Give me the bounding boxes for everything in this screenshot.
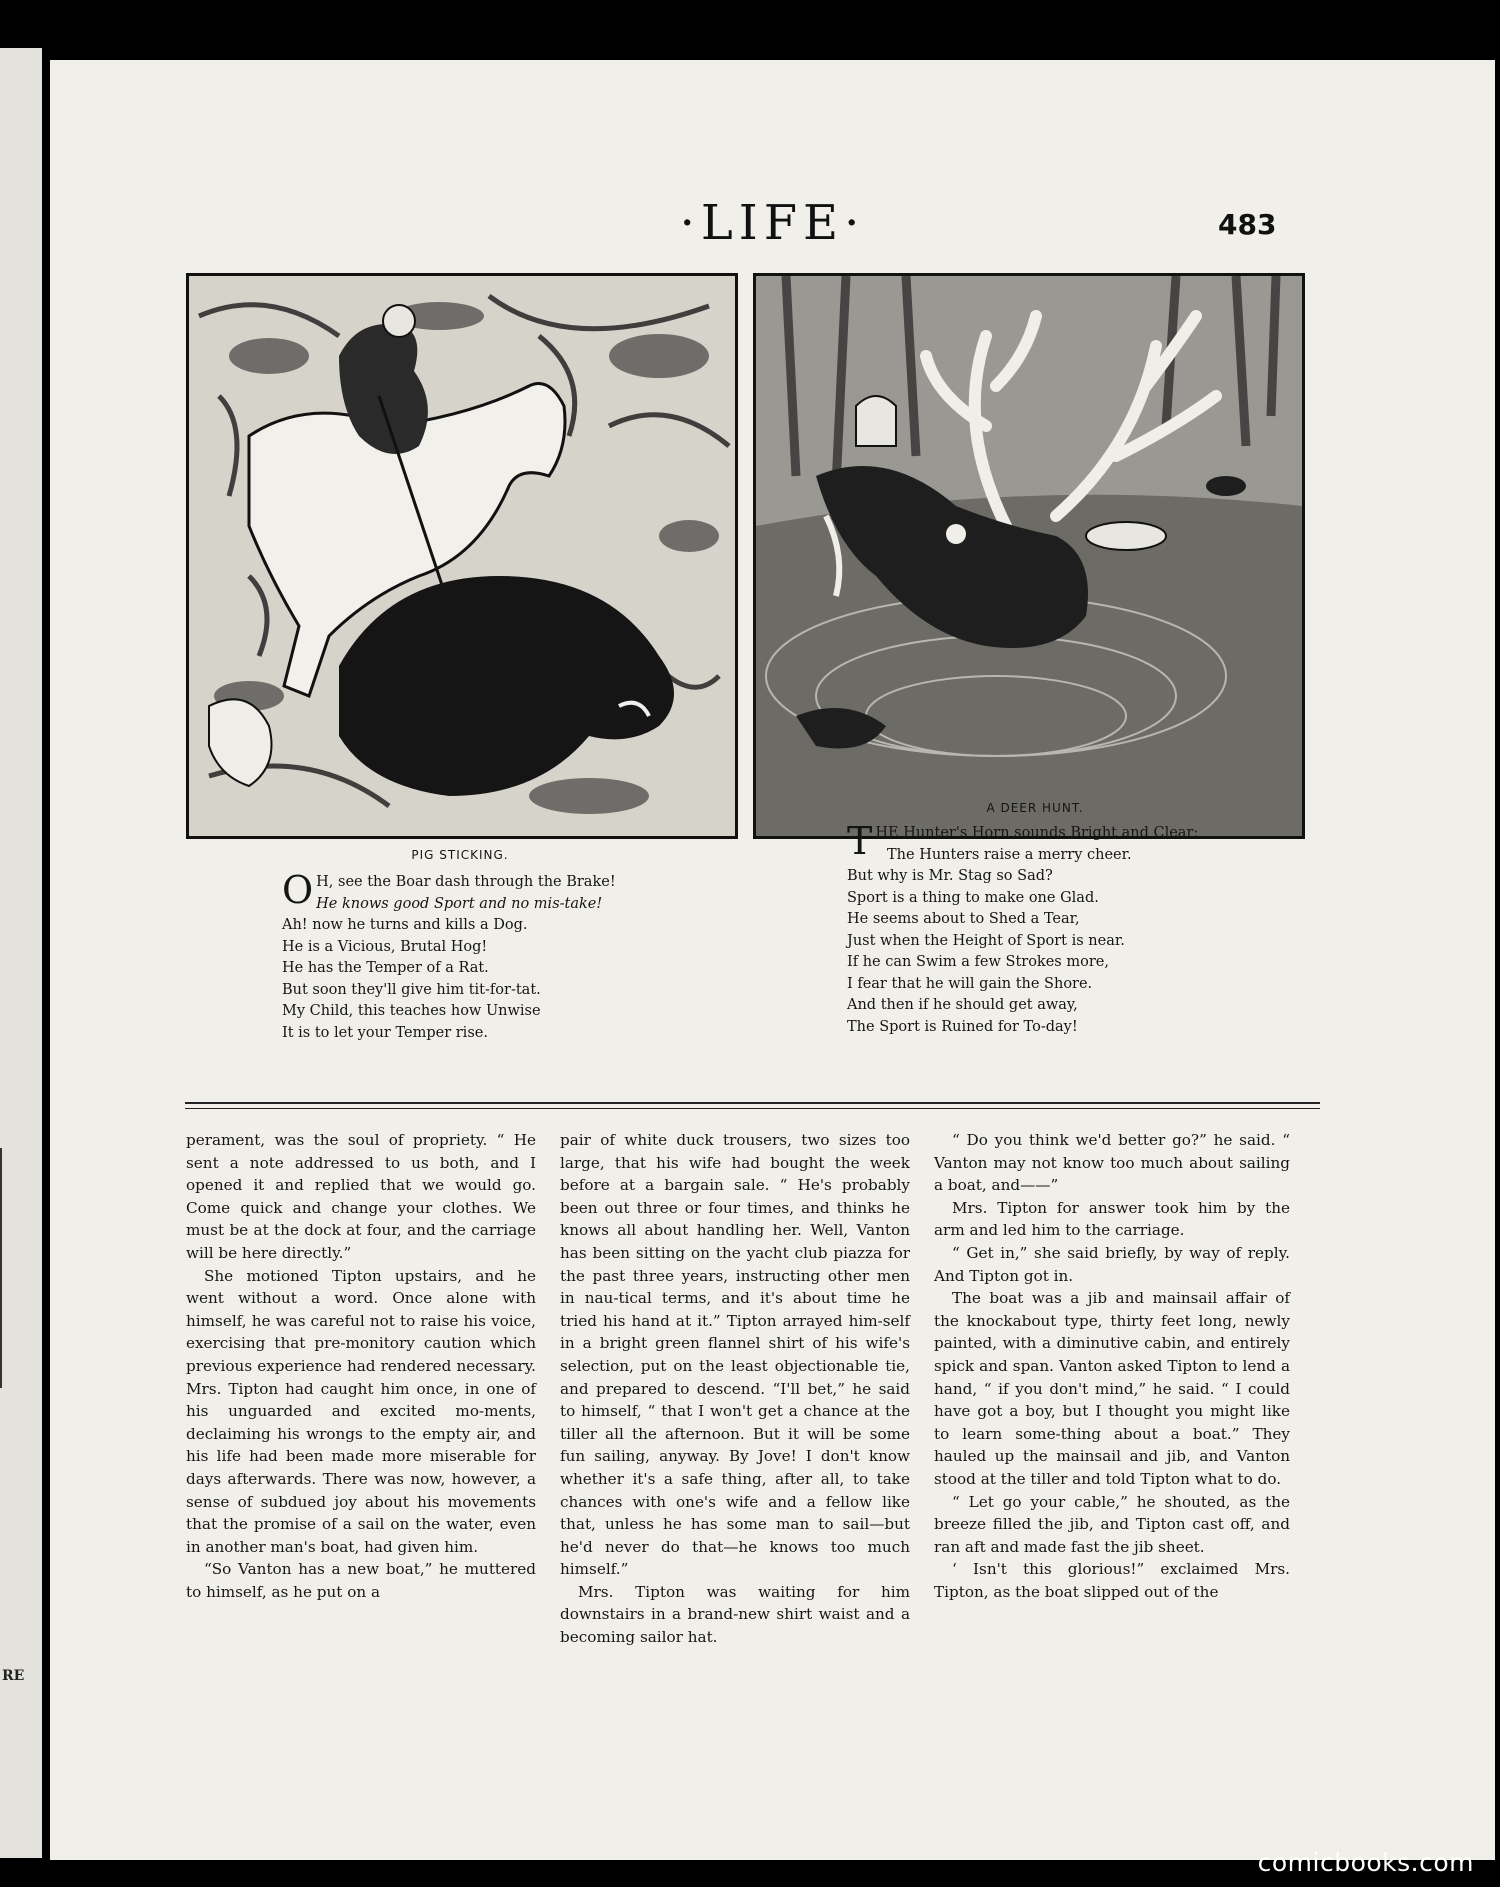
deer-hunt-drawing xyxy=(756,276,1302,836)
poem-line: H, see the Boar dash through the Brake! xyxy=(316,874,616,890)
paragraph: The boat was a jib and mainsail affair of the knockabout type, thirty feet long, newly painted, with a diminutive cabin, and entirely spick and span. Vanton asked Tipton to lend a hand, “ if you don't mind,” he said. “ I could have got a boy, but I thought you might like to learn some-thing about a boat.” They hauled up the mainsail and jib, and Vanton stood at the tiller and told Tipton what to do. xyxy=(934,1289,1290,1488)
poem-line: But why is Mr. Stag so Sad? xyxy=(847,868,1053,884)
text-column-1 xyxy=(186,1129,536,1603)
paragraph: “ Get in,” she said briefly, by way of reply. And Tipton got in. xyxy=(934,1243,1290,1285)
section-rule-bottom xyxy=(185,1108,1320,1109)
poem-line: It is to let your Temper rise. xyxy=(282,1024,488,1041)
paragraph: “So Vanton has a new boat,” he muttered to himself, as he put on a xyxy=(186,1560,536,1601)
magazine-page xyxy=(50,60,1495,1860)
paragraph: “ Let go your cable,” he shouted, as the breeze filled the jib, and Tipton cast off, and ran aft and made fast the jib sheet. xyxy=(934,1492,1290,1556)
pig-sticking-caption-title: PIG STICKING. xyxy=(411,848,509,862)
deer-hunt-poem xyxy=(847,819,1199,1038)
poem-line: If he can Swim a few Strokes more, xyxy=(847,954,1109,970)
poem-line: HE Hunter's Horn sounds Bright and Clear; xyxy=(875,825,1199,841)
poem-line: The Sport is Ruined for To-day! xyxy=(847,1018,1078,1035)
paragraph: She motioned Tipton upstairs, and he went without a word. Once alone with himself, he was careful not to raise his voice, exercising that pre-monitory caution which previous experience had rendered necessary. Mrs. Tipton had caught him once, in one of his unguarded and excited mo-ments, declaiming his wrongs to the empty air, and his life had been made more miserable for days afterwards. There was now, however, a sense of subdued joy about his movements that the promise of a sail on the water, even in another man's boat, had given him. xyxy=(186,1266,536,1556)
poem-line: Sport is a thing to make one Glad. xyxy=(847,889,1099,906)
left-page-sketch xyxy=(0,1148,32,1388)
poem-line: Ah! now he turns and kills a Dog. xyxy=(282,917,528,933)
pig-sticking-poem xyxy=(282,868,616,1044)
page-number: 483 xyxy=(1218,208,1277,241)
paragraph: ‘ Isn't this glorious!” exclaimed Mrs. Tipton, as the boat slipped out of the xyxy=(934,1560,1290,1601)
poem-line: My Child, this teaches how Unwise xyxy=(282,1003,541,1019)
deer-hunt-dropcap: T xyxy=(847,819,873,863)
paragraph: “ Do you think we'd better go?” he said. “ Vanton may not know too much about sailing a boat, and——” xyxy=(934,1131,1290,1195)
deer-hunt-illustration xyxy=(753,273,1305,839)
paragraph: pair of white duck trousers, two sizes too large, that his wife had bought the week before at a bargain sale. “ He's probably been out three or four times, and thinks he knows all about handling her. Well, Vanton has been sitting on the yacht club piazza for the past three years, instructing other men in nau-tical terms, and it's about time he tried his hand at it.” Tipton arrayed him-self in a bright green flannel shirt of his wife's selection, put on the least objectionable tie, and prepared to descend. “I'll bet,” he said to himself, “ that I won't get a chance at the tiller all the afternoon. But it will be some fun sailing, anyway. By Jove! I don't know whether it's a safe thing, after all, to take chances with one's wife and a fellow like that, unless he has some man to sail—but he'd never do that—he knows too much himself.” xyxy=(560,1131,910,1579)
watermark: comicbooks.com xyxy=(1257,1848,1474,1877)
paragraph: Mrs. Tipton was waiting for him downstairs in a brand-new shirt waist and a becoming sailor hat. xyxy=(560,1582,910,1647)
poem-line: But soon they'll give him tit-for-tat. xyxy=(282,981,541,998)
poem-line: Just when the Height of Sport is near. xyxy=(847,932,1125,949)
pig-sticking-illustration xyxy=(186,273,738,839)
poem-line: He has the Temper of a Rat. xyxy=(282,960,489,976)
poem-line: He is a Vicious, Brutal Hog! xyxy=(282,938,488,955)
poem-line: And then if he should get away, xyxy=(847,997,1078,1013)
left-page-fragment: RE xyxy=(2,1668,25,1684)
poem-line: The Hunters raise a merry cheer. xyxy=(887,846,1132,863)
pig-sticking-dropcap: O xyxy=(282,868,314,912)
poem-line: I fear that he will gain the Shore. xyxy=(847,975,1093,992)
text-column-3 xyxy=(934,1129,1290,1603)
text-column-2 xyxy=(560,1129,910,1649)
deer-hunt-caption-title: A DEER HUNT. xyxy=(986,801,1084,815)
left-page-edge xyxy=(0,48,42,1858)
section-rule-top xyxy=(185,1102,1320,1104)
masthead: ·LIFE· xyxy=(679,195,866,251)
pig-sticking-drawing xyxy=(189,276,735,836)
poem-line: He seems about to Shed a Tear, xyxy=(847,911,1080,927)
paragraph: Mrs. Tipton for answer took him by the arm and led him to the carriage. xyxy=(934,1198,1290,1240)
paragraph: perament, was the soul of propriety. “ He sent a note addressed to us both, and I opened it and replied that we would go. Come quick and change your clothes. We must be at the dock at four, and the carriage will be here directly.” xyxy=(186,1131,536,1262)
poem-line: He knows good Sport and no mis-take! xyxy=(316,895,603,912)
